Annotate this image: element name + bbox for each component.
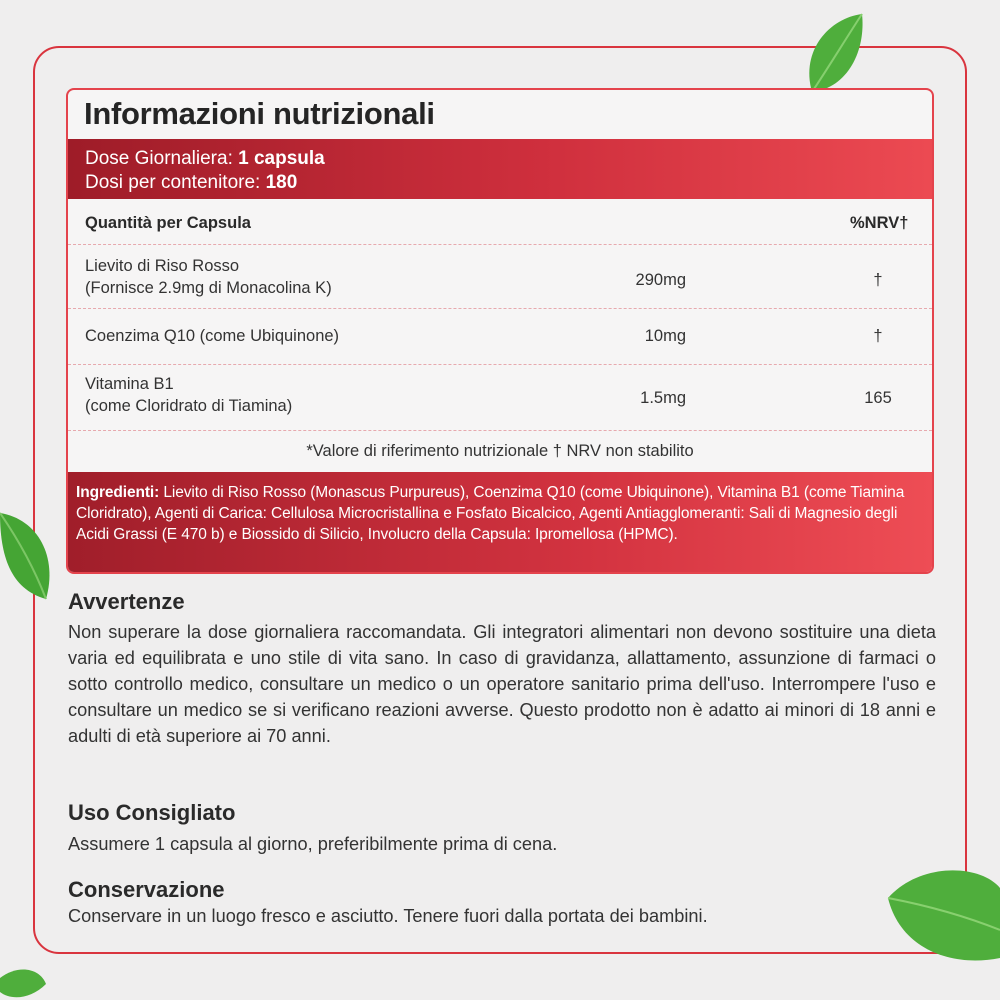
nutrition-panel	[66, 88, 934, 574]
nrv-footnote: *Valore di riferimento nutrizionale † NRV non stabilito	[306, 442, 694, 460]
storage-title: Conservazione	[68, 877, 225, 902]
row-3-amount: 1.5mg	[640, 389, 686, 407]
doses-per-container	[85, 172, 297, 194]
doses-per-container-label: Dosi per contenitore:	[85, 172, 266, 193]
divider	[68, 244, 932, 245]
row-3-name-line1: Vitamina B1	[85, 375, 174, 393]
row-3-name	[85, 373, 292, 417]
row-1-name-line2: (Fornisce 2.9mg di Monacolina K)	[85, 279, 332, 297]
divider	[68, 308, 932, 309]
usage-title: Uso Consigliato	[68, 800, 236, 825]
row-2-name-line1: Coenzima Q10 (come Ubiquinone)	[85, 327, 340, 345]
row-1-nrv: †	[873, 271, 883, 289]
row-2-amount: 10mg	[644, 327, 686, 345]
doses-per-container-value: 180	[265, 172, 298, 193]
row-3-nrv: 165	[864, 389, 892, 407]
dose-band	[68, 139, 932, 199]
ingredients-band	[68, 472, 932, 574]
row-3-name-line2: (come Cloridrato di Tiamina)	[85, 397, 293, 415]
row-2-name	[85, 325, 339, 347]
storage-text: Conservare in un luogo fresco e asciutto. Tenere fuori dalla portata dei bambini.	[68, 906, 708, 926]
usage-text: Assumere 1 capsula al giorno, preferibilmente prima di cena.	[68, 834, 558, 854]
leaf-icon-bottom-left	[0, 962, 50, 1000]
panel-title: Informazioni nutrizionali	[84, 96, 435, 131]
ingredients-list: Lievito di Riso Rosso (Monascus Purpureus), Coenzima Q10 (come Ubiquinone), Vitamina B1 (come Tiamina Cloridrato), Agenti di Carica: Cellulosa Microcristallina e Fosfato Bicalcico, Agenti Antiagglomeranti: Sali di Magnesio degli Acidi Grassi (E 470 b) e Biossido di Silicio, Involucro della Capsula: Ipromellosa (HPMC).	[76, 484, 905, 543]
column-quantity: Quantità per Capsula	[85, 214, 251, 232]
divider	[68, 430, 932, 431]
daily-dose-label: Dose Giornaliera:	[85, 148, 239, 169]
row-1-name	[85, 255, 332, 299]
leaf-icon-top-right	[800, 10, 870, 100]
divider	[68, 364, 932, 365]
row-2-nrv: †	[873, 327, 883, 345]
ingredients-label: Ingredienti:	[76, 484, 160, 501]
ingredients-text	[76, 482, 924, 545]
row-1-name-line1: Lievito di Riso Rosso	[85, 257, 240, 275]
column-nrv: %NRV†	[850, 214, 909, 232]
warnings-title: Avvertenze	[68, 589, 185, 614]
daily-dose	[85, 148, 325, 170]
daily-dose-value: 1 capsula	[238, 148, 325, 169]
leaf-icon-left	[0, 505, 58, 605]
row-1-amount: 290mg	[635, 271, 686, 289]
warnings-text: Non superare la dose giornaliera raccomandata. Gli integratori alimentari non devono sostituire una dieta varia ed equilibrata e uno stile di vita sano. In caso di gravidanza, allattamento, assunzione di farmaci o sotto controllo medico, consultare un medico o un operatore sanitario prima dell'uso. Interrompere l'uso e consultare un medico se si verificano reazioni avverse. Questo prodotto non è adatto ai minori di 18 anni e adulti di età superiore ai 70 anni.	[68, 622, 936, 746]
